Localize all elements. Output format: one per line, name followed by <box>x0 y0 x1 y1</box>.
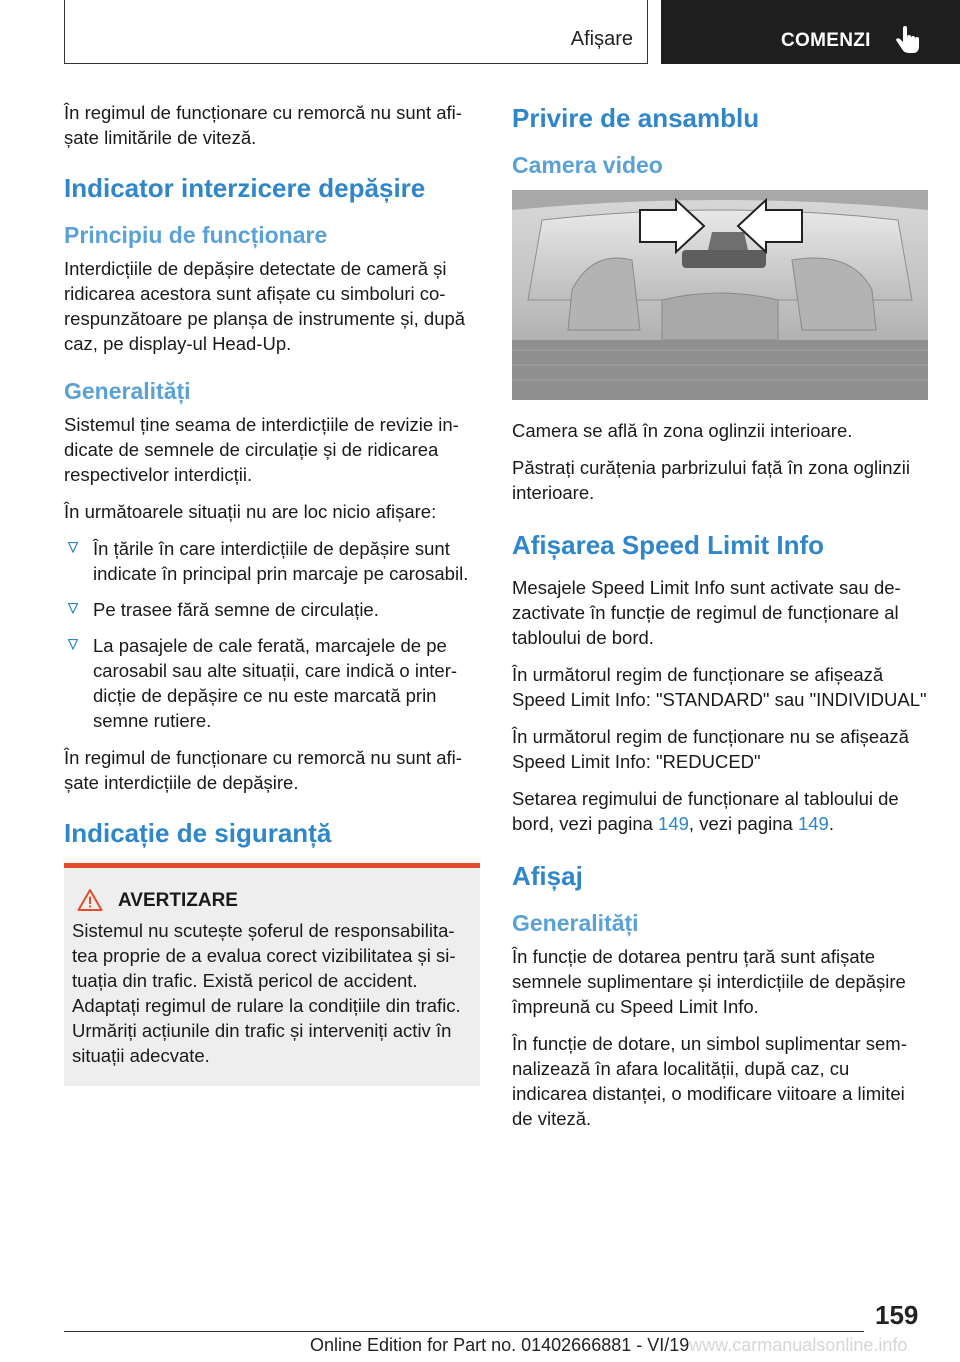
afisaj-paragraph-2: În funcție de dotare, un simbol suplimentar sem-nalizează în afara localității, după caz, cu indicarea distanței, o modificare viitoare a limitei de viteză. <box>512 1033 907 1129</box>
heading-generalitati-2: Generalități <box>512 910 639 936</box>
header-chapter-tab <box>661 0 960 64</box>
speed-paragraph-2: În următorul regim de funcționare se afișează Speed Limit Info: "STANDARD" sau "INDIVIDUAL" <box>512 664 927 710</box>
speed-paragraph-3: În următorul regim de funcționare nu se afișează Speed Limit Info: "REDUCED" <box>512 726 909 772</box>
camera-interior-image <box>512 190 928 400</box>
afisaj-paragraph-1: În funcție de dotarea pentru țară sunt afișate semnele suplimentare și interdicțiile de depășire împreună cu Speed Limit Info. <box>512 946 906 1017</box>
right-column <box>512 100 928 1143</box>
bullet-triangle-icon <box>68 603 78 614</box>
setare-paragraph: Setarea regimului de funcționare al tabloului de bord, vezi pagina 149, vezi pagina 149. <box>512 788 899 834</box>
heading-speed-limit: Afișarea Speed Limit Info <box>512 530 825 560</box>
speed-paragraph-1: Mesajele Speed Limit Info sunt activate sau de-zactivate în funcție de regimul de funcționare al tabloului de bord. <box>512 577 901 648</box>
footer-edition: Online Edition for Part no. 01402666881 - VI/19www.carmanualsonline.info <box>310 1335 908 1355</box>
page-link[interactable]: 149 <box>658 813 689 834</box>
heading-afisaj: Afișaj <box>512 861 583 891</box>
list-item: Pe trasee fără semne de circulație. <box>64 597 480 622</box>
header-chapter-title: COMENZI <box>781 30 871 51</box>
bullet-triangle-icon <box>68 639 78 650</box>
heading-siguranta: Indicație de siguranță <box>64 818 332 848</box>
bullet-triangle-icon <box>68 542 78 553</box>
situatii-list <box>64 536 480 733</box>
camera-paragraph-2: Păstrați curățenia parbrizului față în zona oglinzii interioare. <box>512 457 910 503</box>
heading-principiu: Principiu de funcționare <box>64 222 328 248</box>
page-number: 159 <box>875 1300 919 1330</box>
remorca-paragraph: În regimul de funcționare cu remorcă nu sunt afi-șate interdicțiile de depășire. <box>64 747 462 793</box>
header-section-tab <box>64 0 648 64</box>
situatii-paragraph: În următoarele situații nu are loc nicio afișare: <box>64 501 437 522</box>
footer-divider <box>64 1331 864 1332</box>
heading-generalitati: Generalități <box>64 378 191 404</box>
sistem-paragraph: Sistemul ține seama de interdicțiile de revizie in-dicate de semnele de circulație și de ridicarea respectivelor interdicții. <box>64 414 459 485</box>
warning-title: AVERTIZARE <box>118 890 472 912</box>
heading-camera: Camera video <box>512 152 663 178</box>
list-item: În țările în care interdicțiile de depășire sunt indicate în principal prin marcaje pe carosabil. <box>64 536 480 586</box>
heading-indicator-depasire: Indicator interzicere depășire <box>64 173 426 203</box>
header-section-title: Afișare <box>570 28 633 50</box>
warning-text: Sistemul nu scutește șoferul de responsabilita-tea proprie de a evalua corect vizibilitatea și si-tuația din trafic. Există pericol de accident. Adaptați regimul de rulare la condițiile din trafic. Urmăriți acțiunile din trafic și interveniți activ în situații adecvate. <box>72 920 461 1066</box>
left-column <box>64 100 480 1086</box>
warning-triangle-icon <box>77 888 103 912</box>
list-item: La pasajele de cale ferată, marcajele de pe carosabil sau alte situații, care indică o inter-dicție de depășire ce nu este marcată prin semne rutiere. <box>64 633 480 733</box>
warning-box <box>64 863 480 1086</box>
camera-paragraph-1: Camera se află în zona oglinzii interioare. <box>512 420 853 441</box>
principiu-paragraph: Interdicțiile de depășire detectate de cameră și ridicarea acestora sunt afișate cu simboluri co-respunzătoare pe planșa de instrumente și, după caz, pe display-ul Head-Up. <box>64 258 466 354</box>
heading-privire: Privire de ansamblu <box>512 103 760 133</box>
intro-paragraph: În regimul de funcționare cu remorcă nu sunt afi-șate limitările de viteză. <box>64 102 462 148</box>
footer-watermark: www.carmanualsonline.info <box>689 1335 908 1355</box>
hand-pointer-icon <box>895 26 921 54</box>
page-link[interactable]: 149 <box>797 813 829 834</box>
